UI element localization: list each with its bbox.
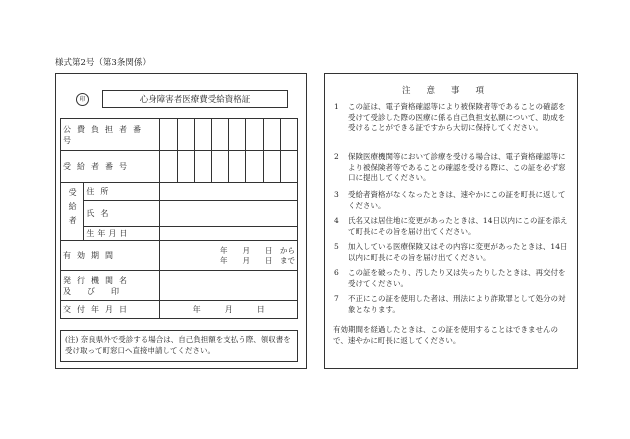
note-item: 1 この証は、電子資格確認等により被保険者等であることの確認を受けて受診した際の医療に係る自己負担支払額について、助成を受けることができる証ですから大切に保持してください。 xyxy=(334,102,566,132)
note-item: 6 この証を破ったり、汚したり又は失ったりしたときは、再交付を受けてください。 xyxy=(334,268,566,288)
certificate-title: 心身障害者医療費受給資格証 xyxy=(102,90,288,108)
seal-icon: 印 xyxy=(76,93,89,106)
issuer-label: 発行機関名 xyxy=(63,275,133,285)
certificate-table xyxy=(60,118,298,319)
payer-number-label: 公費負担者番号 xyxy=(61,119,160,151)
notes-title: 注意事項 xyxy=(401,86,500,96)
note-item: 7 不正にこの証を使用した者は、刑法により詐欺罪として処分の対象となります。 xyxy=(334,294,566,314)
recipient-number-label: 受給者番号 xyxy=(61,151,160,183)
digit-box xyxy=(160,119,177,151)
name-label: 氏名 xyxy=(84,201,160,227)
note-item: 2 保険医療機関等において診療を受ける場合は、電子資格確認等により被保険者等であることの確認を受ける際に、この証を必ず窓口に提出してください。 xyxy=(334,152,566,182)
notes-footer: 有効期間を経過したときは、この証を使用することはできませんので、速やかに町長に返してください。 xyxy=(333,325,558,345)
note-item: 4 氏名又は居住地に変更があったときは、14日以内にこの証を添えて町長にその旨を届け出てください。 xyxy=(334,216,568,236)
validity-from: 年 月 日 から xyxy=(220,245,295,255)
birth-date-label: 生年月日 xyxy=(84,227,160,241)
validity-label: 有効期間 xyxy=(61,241,160,271)
note-item: 3 受給者資格がなくなったときは、速やかにこの証を町長に返してください。 xyxy=(334,190,566,210)
validity-to: 年 月 日 まで xyxy=(220,255,295,265)
recipient-group-label: 受給者 xyxy=(61,183,84,241)
note-item: 5 加入している医療保険又はその内容に変更があったときは、14日以内に町長にその旨を届け出てください。 xyxy=(334,242,568,262)
issue-date-label: 交付年月日 xyxy=(61,301,160,319)
issuer-label-2: 及 び 印 xyxy=(63,286,119,296)
note-box: (注) 奈良県外で受診する場合は、自己負担額を支払う際、領収書を受け取って町窓口へ直接申請してください。 xyxy=(60,330,298,362)
address-label: 住所 xyxy=(84,183,160,201)
form-label: 様式第2号（第3条関係） xyxy=(55,58,151,68)
issue-date-value: 年 月 日 xyxy=(160,301,298,319)
